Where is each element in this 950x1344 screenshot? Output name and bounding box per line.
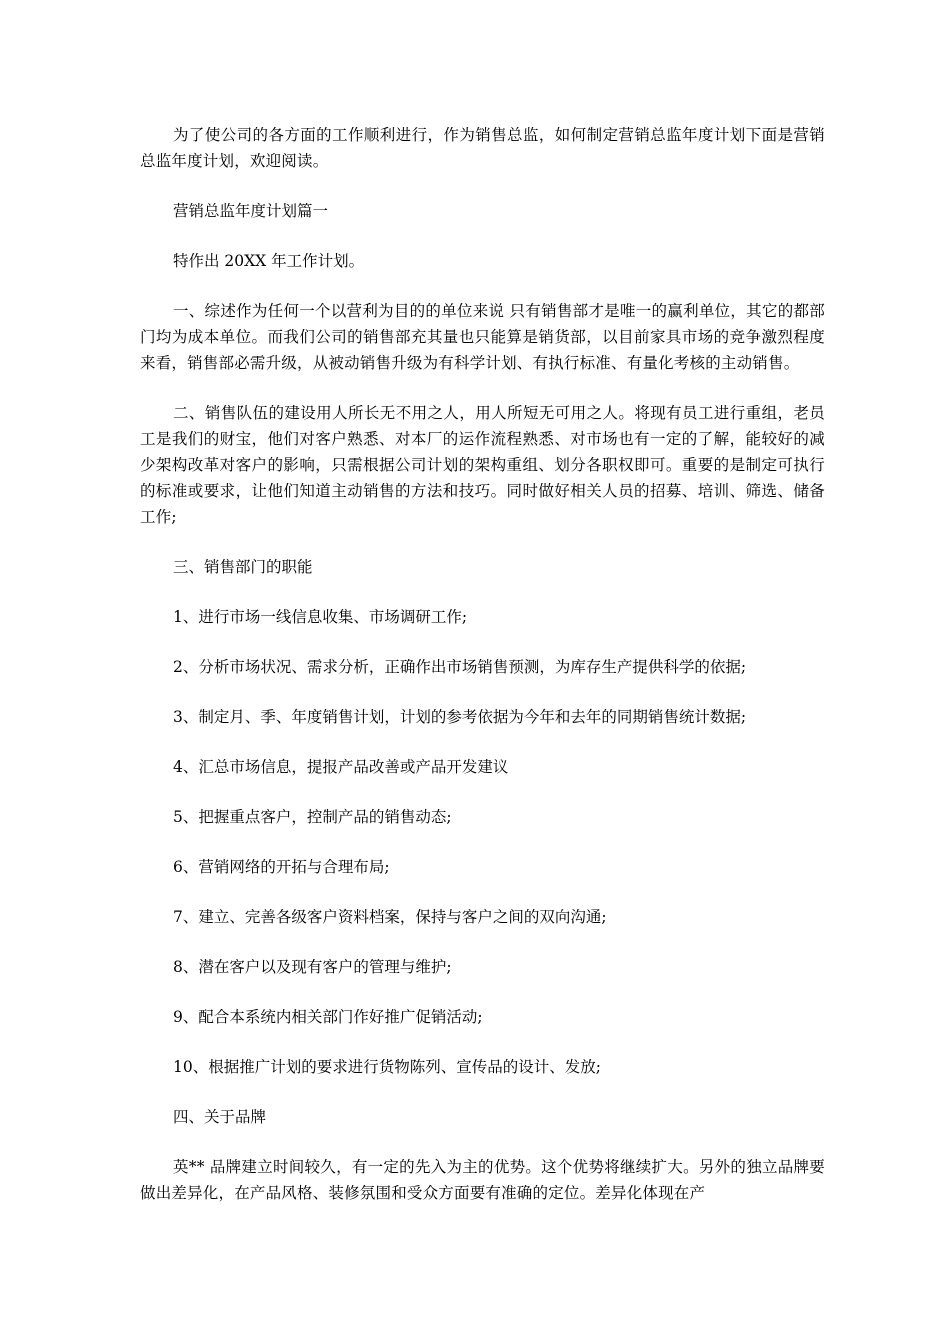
paragraph-overview: 一、综述作为任何一个以营利为目的的单位来说 只有销售部才是唯一的赢利单位，其它的都部门均为成本单位。而我们公司的销售部充其量也只能算是销货部，以目前家具市场的竞争激烈程度来看，销售部必需升级，从被动销售升级为有科学计划、有执行标准、有量化考核的主动销售。 xyxy=(140,302,825,372)
paragraph-team-building: 二、销售队伍的建设用人所长无不用之人，用人所短无可用之人。将现有员工进行重组，老员工是我们的财宝，他们对客户熟悉、对本厂的运作流程熟悉、对市场也有一定的了解，能较好的减少架构改革对客户的影响，只需根据公司计划的架构重组、划分各职权即可。重要的是制定可执行的标准或要求，让他们知道主动销售的方法和技巧。同时做好相关人员的招募、培训、筛选、储备工作; xyxy=(140,404,825,526)
list-item: 2、分析市场状况、需求分析，正确作出市场销售预测，为库存生产提供科学的依据; xyxy=(173,658,747,676)
list-item: 4、汇总市场信息，提报产品改善或产品开发建议 xyxy=(173,758,509,776)
intro-paragraph: 为了使公司的各方面的工作顺利进行，作为销售总监，如何制定营销总监年度计划下面是营销总监年度计划，欢迎阅读。 xyxy=(140,126,825,170)
list-item: 7、建立、完善各级客户资料档案，保持与客户之间的双向沟通; xyxy=(173,908,607,926)
document-body xyxy=(140,122,825,1230)
list-item: 10、根据推广计划的要求进行货物陈列、宣传品的设计、发放; xyxy=(173,1058,601,1076)
plan-line: 特作出 20XX 年工作计划。 xyxy=(173,252,365,270)
list-item: 3、制定月、季、年度销售计划，计划的参考依据为今年和去年的同期销售统计数据; xyxy=(173,708,747,726)
list-item: 5、把握重点客户，控制产品的销售动态; xyxy=(173,808,452,826)
list-item: 1、进行市场一线信息收集、市场调研工作; xyxy=(173,608,468,626)
heading-brand: 四、关于品牌 xyxy=(173,1108,267,1126)
section-title: 营销总监年度计划篇一 xyxy=(173,202,329,220)
list-item: 8、潜在客户以及现有客户的管理与维护; xyxy=(173,958,452,976)
heading-department-functions: 三、销售部门的职能 xyxy=(173,558,313,576)
list-item: 9、配合本系统内相关部门作好推广促销活动; xyxy=(173,1008,483,1026)
list-item: 6、营销网络的开拓与合理布局; xyxy=(173,858,390,876)
paragraph-brand: 英** 品牌建立时间较久，有一定的先入为主的优势。这个优势将继续扩大。另外的独立品牌要做出差异化，在产品风格、装修氛围和受众方面要有准确的定位。差异化体现在产 xyxy=(140,1158,825,1202)
